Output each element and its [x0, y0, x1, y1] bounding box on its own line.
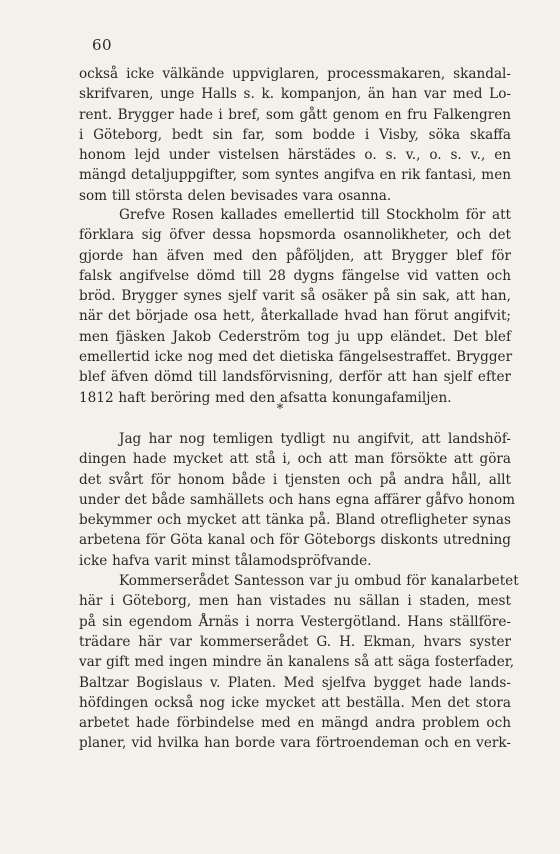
- text-line: förklara sig öfver dessa hopsmorda osannolikheter, och det: [79, 227, 511, 244]
- text-line: men fjäsken Jakob Cederström tog ju upp eländet. Det blef: [79, 328, 511, 345]
- text-line: bröd. Brygger synes sjelf varit så osäker på sin sak, att han,: [79, 288, 511, 305]
- text-line: här i Göteborg, men han vistades nu sällan i staden, mest: [79, 593, 511, 610]
- text-line: 1812 haft beröring med den afsatta konungafamiljen.: [79, 389, 452, 406]
- text-line: när det började osa hett, återkallade hvad han förut angifvit;: [79, 308, 511, 325]
- text-line: icke hafva varit minst tålamodspröfvande.: [79, 552, 372, 569]
- text-line: bekymmer och mycket att tänka på. Bland otrefligheter synas: [79, 512, 511, 529]
- text-line: blef äfven dömd till landsförvisning, derför att han sjelf efter: [79, 369, 511, 386]
- text-line: på sin egendom Årnäs i norra Vestergötland. Hans ställföre-: [79, 613, 511, 630]
- paragraph-2: [79, 205, 511, 408]
- text-line: höfdingen också nog icke mycket att beställa. Men det stora: [79, 694, 511, 711]
- text-line: under det både samhällets och hans egna affärer gåfvo honom: [79, 491, 516, 508]
- text-line: falsk angifvelse dömd till 28 dygns fängelse vid vatten och: [79, 267, 511, 284]
- text-line: mängd detaljuppgifter, som syntes angifva en rik fantasi, men: [79, 167, 511, 184]
- text-line: i Göteborg, bedt sin far, som bodde i Visby, söka skaffa: [79, 126, 511, 143]
- text-line: skrifvaren, unge Halls s. k. kompanjon, än han var med Lo-: [79, 86, 511, 103]
- text-line: som till största delen bevisades vara osanna.: [79, 187, 392, 204]
- paragraph-3: [79, 429, 519, 754]
- text-line: trädare här var kommerserådet G. H. Ekman, hvars syster: [79, 633, 511, 650]
- paragraph-1: [79, 64, 511, 206]
- text-line: rent. Brygger hade i bref, som gått genom en fru Falkengren: [79, 106, 511, 123]
- text-line: Jag har nog temligen tydligt nu angifvit, att landshöf-: [119, 431, 511, 447]
- text-line: var gift med ingen mindre än kanalens så att säga fosterfader,: [79, 654, 515, 671]
- text-line: arbetena för Göta kanal och för Göteborgs diskonts utredning: [79, 532, 511, 549]
- section-divider: *: [276, 402, 284, 417]
- text-line: honom lejd under vistelsen härstädes o. s. v., o. s. v., en: [79, 147, 511, 164]
- text-line: emellertid icke nog med det dietiska fängelsestraffet. Brygger: [79, 349, 513, 366]
- text-line: planer, vid hvilka han borde vara förtroendeman och en verk-: [79, 735, 511, 752]
- text-line: Baltzar Bogislaus v. Platen. Med sjelfva bygget hade lands-: [79, 674, 511, 691]
- text-line: det svårt för honom både i tjensten och på andra håll, allt: [79, 471, 511, 488]
- text-line: Kommerserådet Santesson var ju ombud för kanalarbetet: [119, 573, 519, 590]
- page-number: 60: [92, 36, 113, 54]
- text-line: gjorde han äfven med den påföljden, att Brygger blef för: [79, 247, 511, 264]
- text-line: dingen hade mycket att stå i, och att man försökte att göra: [79, 451, 511, 468]
- text-line: arbetet hade förbindelse med en mängd andra problem och: [79, 715, 511, 732]
- text-line: Grefve Rosen kallades emellertid till Stockholm för att: [119, 207, 511, 223]
- text-line: också icke välkände uppviglaren, processmakaren, skandal-: [79, 66, 511, 82]
